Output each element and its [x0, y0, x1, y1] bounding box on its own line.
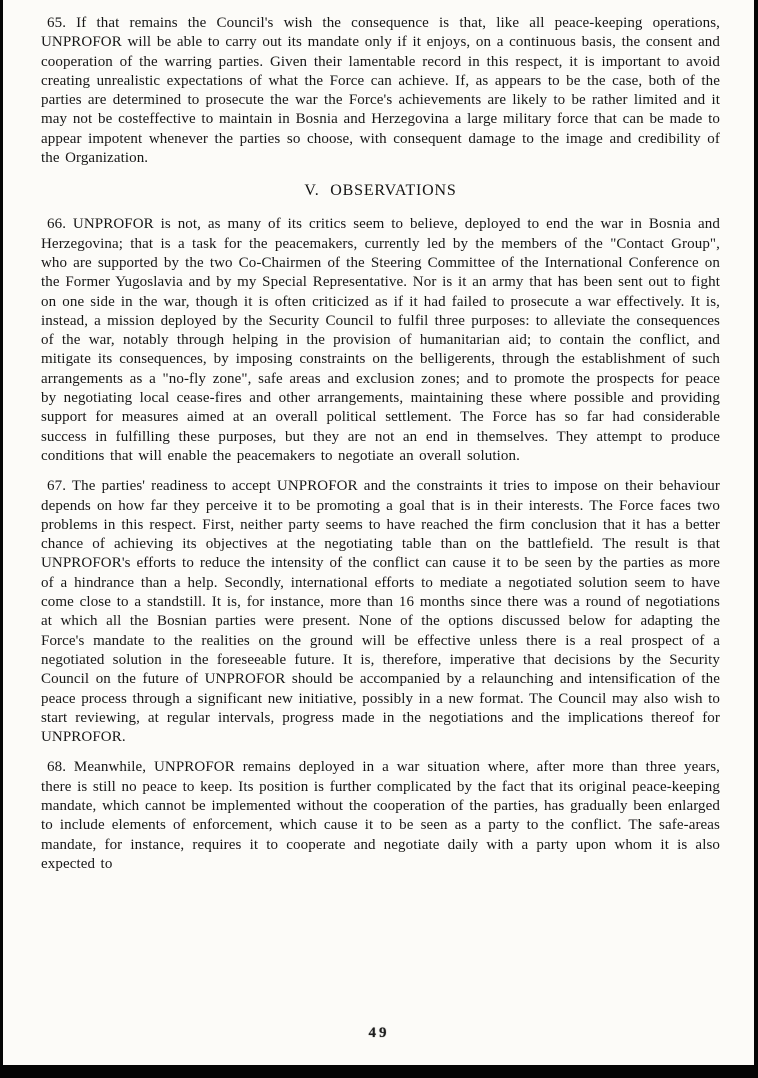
scan-border-left	[0, 0, 3, 1078]
paragraph-65: 65. If that remains the Council's wish the consequence is that, like all peace-keeping operations, UNPROFOR will be able to carry out its mandate only if it enjoys, on a continuous basis, the consent and cooperation of the warring parties. Given their lamentable record in this respect, it is important to avoid creating unrealistic expectations of what the Force can achieve. If, as appears to be the case, both of the parties are determined to prosecute the war the Force's achievements are likely to be rather limited and it may not be costeffective to maintain in Bosnia and Herzegovina a large military force that can be made to appear impotent whenever the parties so choose, with consequent damage to the image and credibility of the Organization.	[41, 15, 720, 167]
section-heading-observations: V. OBSERVATIONS	[304, 182, 457, 200]
paragraph-67: 67. The parties' readiness to accept UNPROFOR and the constraints it tries to impose on their behaviour depends on how far they perceive it to be promoting a goal that is in their interests. The Force faces two problems in this respect. First, neither party seems to have reached the firm conclusion that it has a better chance of achieving its objectives at the negotiating table than on the battlefield. The result is that UNPROFOR's efforts to reduce the intensity of the conflict can cause it to be seen by the parties as more of a hindrance than a help. Secondly, international efforts to mediate a negotiated solution seem to have come close to a standstill. It is, for instance, more than 16 months since there was a round of negotiations at which all the Bosnian parties were present. None of the options discussed below for adapting the Force's mandate to the realities on the ground will be effective unless there is a real prospect of a negotiated solution in the foreseeable future. It is, therefore, imperative that decisions by the Security Council on the future of UNPROFOR should be accompanied by a relaunching and intensification of the peace process through a significant new initiative, possibly in a new format. The Council may also wish to start reviewing, at regular intervals, progress made in the negotiations and the implications thereof for UNPROFOR.	[41, 478, 720, 746]
paragraph-66: 66. UNPROFOR is not, as many of its critics seem to believe, deployed to end the war in Bosnia and Herzegovina; that is a task for the peacemakers, currently led by the members of the "Contact Group", who are supported by the two Co-Chairmen of the Steering Committee of the International Conference on the Former Yugoslavia and by my Special Representative. Nor is it an army that has been sent out to fight on one side in the war, though it is often criticized as if it had failed to prosecute a war effectively. It is, instead, a mission deployed by the Security Council to fulfil three purposes: to alleviate the consequences of the war, notably through helping in the provision of humanitarian aid; to contain the conflict, and mitigate its consequences, by imposing constraints on the belligerents, through the establishment of such arrangements as a "no-fly zone", safe areas and exclusion zones; and to promote the prospects for peace by negotiating local cease-fires and other arrangements, maintaining these where possible and providing support for measures aimed at an overall political settlement. The Force has so far had considerable success in fulfilling these purposes, but they are not an end in themselves. They attempt to produce conditions that will enable the peacemakers to negotiate an overall solution.	[41, 216, 720, 464]
scan-border-right	[754, 0, 758, 1078]
page-number: 49	[368, 1025, 390, 1041]
paragraph-68: 68. Meanwhile, UNPROFOR remains deployed in a war situation where, after more than three years, there is still no peace to keep. Its position is further complicated by the fact that its original peace-keeping mandate, which cannot be implemented without the cooperation of the parties, has gradually been enlarged to include elements of enforcement, which cause it to be seen as a party to the conflict. The safe-areas mandate, for instance, requires it to cooperate and negotiate daily with a party upon whom it is also expected to	[41, 759, 720, 872]
document-page	[41, 14, 720, 885]
scan-border-bottom	[0, 1065, 758, 1078]
